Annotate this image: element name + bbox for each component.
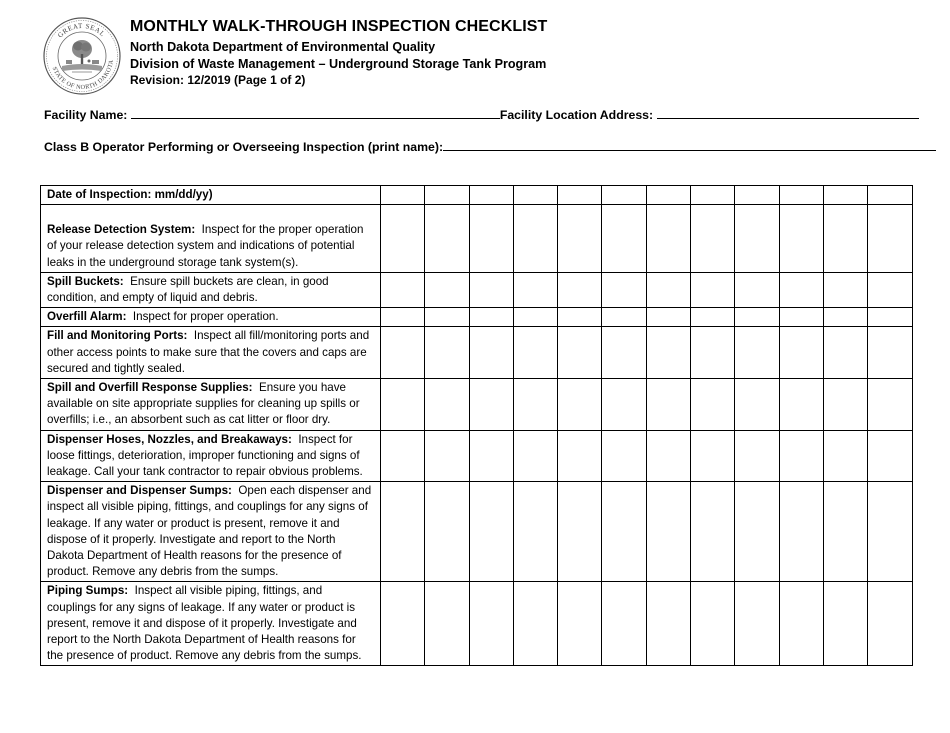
checklist-item-row bbox=[41, 430, 913, 482]
checklist-item-description bbox=[41, 482, 381, 582]
inspection-check-cell[interactable] bbox=[779, 205, 823, 273]
facility-name-label: Facility Name: bbox=[44, 108, 128, 122]
inspection-checklist-table bbox=[40, 185, 913, 666]
inspection-check-cell[interactable] bbox=[823, 205, 867, 273]
checklist-item-row bbox=[41, 582, 913, 666]
checklist-item-title: Overfill Alarm: bbox=[47, 310, 127, 324]
inspection-check-cell[interactable] bbox=[823, 582, 867, 666]
inspection-check-cell[interactable] bbox=[691, 205, 735, 273]
facility-location-blank[interactable] bbox=[657, 106, 919, 119]
checklist-item-description bbox=[41, 582, 381, 666]
checklist-item-description bbox=[41, 272, 381, 307]
inspection-check-cell[interactable] bbox=[602, 379, 646, 431]
inspection-check-cell[interactable] bbox=[735, 379, 779, 431]
inspection-check-cell[interactable] bbox=[646, 205, 690, 273]
inspection-check-cell[interactable] bbox=[425, 482, 469, 582]
inspection-check-cell[interactable] bbox=[558, 582, 602, 666]
date-entry-cell[interactable] bbox=[425, 186, 469, 205]
inspection-check-cell[interactable] bbox=[602, 582, 646, 666]
inspection-check-cell[interactable] bbox=[868, 379, 912, 431]
checklist-item-title: Spill and Overfill Response Supplies: bbox=[47, 381, 253, 395]
inspection-check-cell[interactable] bbox=[381, 308, 425, 327]
inspection-check-cell[interactable] bbox=[513, 308, 557, 327]
inspection-check-cell[interactable] bbox=[558, 308, 602, 327]
inspection-check-cell[interactable] bbox=[779, 582, 823, 666]
inspection-check-cell[interactable] bbox=[691, 430, 735, 482]
inspection-check-cell[interactable] bbox=[868, 308, 912, 327]
checklist-item-text: Ensure spill buckets are clean, in good condition, and empty of liquid and debris. bbox=[47, 274, 329, 305]
inspection-check-cell[interactable] bbox=[823, 272, 867, 307]
inspection-check-cell[interactable] bbox=[779, 308, 823, 327]
inspection-check-cell[interactable] bbox=[691, 327, 735, 379]
date-entry-cell[interactable] bbox=[779, 186, 823, 205]
inspection-check-cell[interactable] bbox=[868, 482, 912, 582]
operator-field-row bbox=[44, 138, 936, 154]
inspection-check-cell[interactable] bbox=[513, 482, 557, 582]
inspection-check-cell[interactable] bbox=[646, 482, 690, 582]
inspection-check-cell[interactable] bbox=[558, 482, 602, 582]
inspection-check-cell[interactable] bbox=[779, 272, 823, 307]
checklist-item-description bbox=[41, 308, 381, 327]
inspection-check-cell[interactable] bbox=[602, 308, 646, 327]
inspection-check-cell[interactable] bbox=[513, 205, 557, 273]
inspection-check-cell[interactable] bbox=[425, 582, 469, 666]
checklist-item-text: Inspect all visible piping, fittings, and couplings for any signs of leakage. If any water or product is present, remove it and dispose of it properly. Investigate and report to the North Dakota Department of Health reasons for the presence of product. Remove any debris from the sumps. bbox=[47, 584, 362, 663]
date-entry-cell[interactable] bbox=[469, 186, 513, 205]
inspection-check-cell[interactable] bbox=[513, 327, 557, 379]
inspection-check-cell[interactable] bbox=[823, 308, 867, 327]
inspection-check-cell[interactable] bbox=[513, 272, 557, 307]
inspection-check-cell[interactable] bbox=[646, 308, 690, 327]
inspection-check-cell[interactable] bbox=[779, 327, 823, 379]
facility-fields-row bbox=[44, 106, 919, 122]
inspection-check-cell[interactable] bbox=[868, 272, 912, 307]
checklist-item-description bbox=[41, 430, 381, 482]
inspection-check-cell[interactable] bbox=[823, 430, 867, 482]
inspection-check-cell[interactable] bbox=[735, 205, 779, 273]
checklist-item-title: Fill and Monitoring Ports: bbox=[47, 329, 188, 343]
inspection-check-cell[interactable] bbox=[381, 582, 425, 666]
date-entry-cell[interactable] bbox=[868, 186, 912, 205]
svg-text:GREAT SEAL: GREAT SEAL bbox=[56, 21, 107, 40]
checklist-item-title: Spill Buckets: bbox=[47, 274, 124, 288]
inspection-check-cell[interactable] bbox=[381, 272, 425, 307]
inspection-check-cell[interactable] bbox=[735, 327, 779, 379]
inspection-check-cell[interactable] bbox=[823, 482, 867, 582]
checklist-item-description bbox=[41, 205, 381, 273]
date-entry-cell[interactable] bbox=[823, 186, 867, 205]
checklist-item-text: Inspect for the proper operation of your release detection system and indications of potential leaks in the underground storage tank system(s). bbox=[47, 223, 364, 269]
checklist-item-text: Ensure you have available on site appropriate supplies for cleaning up spills or overfills; i.e., an absorbent such as cat litter or floor dry. bbox=[47, 381, 360, 427]
inspection-check-cell[interactable] bbox=[646, 582, 690, 666]
facility-location-label: Facility Location Address: bbox=[499, 108, 654, 122]
inspection-check-cell[interactable] bbox=[691, 308, 735, 327]
inspection-check-cell[interactable] bbox=[425, 430, 469, 482]
inspection-check-cell[interactable] bbox=[469, 482, 513, 582]
inspection-check-cell[interactable] bbox=[691, 379, 735, 431]
checklist-item-description bbox=[41, 327, 381, 379]
date-entry-cell[interactable] bbox=[646, 186, 690, 205]
date-entry-cell[interactable] bbox=[691, 186, 735, 205]
inspection-check-cell[interactable] bbox=[602, 327, 646, 379]
checklist-item-row bbox=[41, 205, 913, 273]
inspection-check-cell[interactable] bbox=[691, 482, 735, 582]
operator-name-blank[interactable] bbox=[443, 138, 936, 151]
inspection-check-cell[interactable] bbox=[425, 272, 469, 307]
revision-info: Revision: 12/2019 (Page 1 of 2) bbox=[130, 73, 306, 88]
inspection-check-cell[interactable] bbox=[779, 379, 823, 431]
checklist-item-row bbox=[41, 379, 913, 431]
inspection-check-cell[interactable] bbox=[558, 205, 602, 273]
inspection-check-cell[interactable] bbox=[735, 582, 779, 666]
inspection-check-cell[interactable] bbox=[779, 482, 823, 582]
inspection-check-cell[interactable] bbox=[381, 379, 425, 431]
inspection-check-cell[interactable] bbox=[868, 205, 912, 273]
inspection-check-cell[interactable] bbox=[735, 272, 779, 307]
inspection-check-cell[interactable] bbox=[868, 430, 912, 482]
inspection-check-cell[interactable] bbox=[558, 327, 602, 379]
inspection-check-cell[interactable] bbox=[868, 582, 912, 666]
inspection-check-cell[interactable] bbox=[425, 205, 469, 273]
north-dakota-seal-logo bbox=[42, 16, 122, 96]
division-name: Division of Waste Management – Underground Storage Tank Program bbox=[130, 56, 547, 71]
inspection-check-cell[interactable] bbox=[646, 327, 690, 379]
svg-text:STATE OF NORTH DAKOTA: STATE OF NORTH DAKOTA bbox=[50, 59, 116, 92]
date-entry-cell[interactable] bbox=[735, 186, 779, 205]
inspection-check-cell[interactable] bbox=[602, 482, 646, 582]
inspection-check-cell[interactable] bbox=[646, 272, 690, 307]
inspection-check-cell[interactable] bbox=[602, 272, 646, 307]
inspection-check-cell[interactable] bbox=[558, 379, 602, 431]
date-row bbox=[41, 186, 913, 205]
checklist-item-row bbox=[41, 327, 913, 379]
facility-name-blank[interactable] bbox=[131, 106, 500, 119]
inspection-check-cell[interactable] bbox=[646, 379, 690, 431]
date-label: Date of Inspection: mm/dd/yy) bbox=[41, 186, 381, 205]
date-entry-cell[interactable] bbox=[602, 186, 646, 205]
inspection-check-cell[interactable] bbox=[602, 205, 646, 273]
inspection-check-cell[interactable] bbox=[558, 272, 602, 307]
inspection-check-cell[interactable] bbox=[513, 430, 557, 482]
inspection-check-cell[interactable] bbox=[602, 430, 646, 482]
inspection-check-cell[interactable] bbox=[469, 327, 513, 379]
checklist-item-text: Inspect for proper operation. bbox=[132, 310, 279, 324]
checklist-item-title: Piping Sumps: bbox=[47, 584, 129, 598]
inspection-check-cell[interactable] bbox=[513, 379, 557, 431]
checklist-item-description bbox=[41, 379, 381, 431]
checklist-item-text: Inspect for loose fittings, deterioration, improper functioning and signs of leakage. Call your tank contractor to repair obvious problems. bbox=[47, 432, 363, 479]
inspection-check-cell[interactable] bbox=[868, 327, 912, 379]
inspection-check-cell[interactable] bbox=[381, 482, 425, 582]
inspection-check-cell[interactable] bbox=[691, 582, 735, 666]
inspection-check-cell[interactable] bbox=[646, 430, 690, 482]
checklist-item-title: Dispenser and Dispenser Sumps: bbox=[47, 484, 232, 498]
checklist-item-row bbox=[41, 308, 913, 327]
inspection-check-cell[interactable] bbox=[735, 430, 779, 482]
date-entry-cell[interactable] bbox=[558, 186, 602, 205]
checklist-item-text: Open each dispenser and inspect all visible piping, fittings, and couplings for any signs of leakage. If any water or product is present, remove it and dispose of it properly. Investigate and report to the North Dakota Department of Health reasons for the presence of product. Remove any debris from the sumps. bbox=[47, 484, 372, 579]
form-header bbox=[130, 19, 547, 86]
inspection-check-cell[interactable] bbox=[779, 430, 823, 482]
inspection-check-cell[interactable] bbox=[381, 327, 425, 379]
checklist-item-title: Dispenser Hoses, Nozzles, and Breakaways: bbox=[47, 432, 292, 446]
inspection-check-cell[interactable] bbox=[425, 327, 469, 379]
inspection-check-cell[interactable] bbox=[469, 205, 513, 273]
inspection-check-cell[interactable] bbox=[558, 430, 602, 482]
checklist-item-title: Release Detection System: bbox=[47, 223, 196, 237]
checklist-item-text: Inspect all fill/monitoring ports and other access points to make sure that the covers and caps are secured and tightly sealed. bbox=[47, 329, 370, 375]
inspection-check-cell[interactable] bbox=[469, 430, 513, 482]
date-entry-cell[interactable] bbox=[381, 186, 425, 205]
inspection-check-cell[interactable] bbox=[469, 308, 513, 327]
date-entry-cell[interactable] bbox=[513, 186, 557, 205]
inspection-check-cell[interactable] bbox=[513, 582, 557, 666]
inspection-check-cell[interactable] bbox=[425, 379, 469, 431]
inspection-check-cell[interactable] bbox=[425, 308, 469, 327]
department-name: North Dakota Department of Environmental Quality bbox=[130, 40, 436, 54]
checklist-item-row bbox=[41, 482, 913, 582]
form-title: MONTHLY WALK-THROUGH INSPECTION CHECKLIST bbox=[130, 18, 548, 35]
inspection-check-cell[interactable] bbox=[735, 482, 779, 582]
inspection-check-cell[interactable] bbox=[469, 379, 513, 431]
inspection-check-cell[interactable] bbox=[735, 308, 779, 327]
inspection-check-cell[interactable] bbox=[469, 582, 513, 666]
inspection-check-cell[interactable] bbox=[691, 272, 735, 307]
inspection-check-cell[interactable] bbox=[823, 379, 867, 431]
inspection-check-cell[interactable] bbox=[823, 327, 867, 379]
operator-label: Class B Operator Performing or Overseeing Inspection (print name): bbox=[44, 140, 444, 154]
checklist-item-row bbox=[41, 272, 913, 307]
inspection-check-cell[interactable] bbox=[381, 430, 425, 482]
inspection-check-cell[interactable] bbox=[469, 272, 513, 307]
inspection-check-cell[interactable] bbox=[381, 205, 425, 273]
